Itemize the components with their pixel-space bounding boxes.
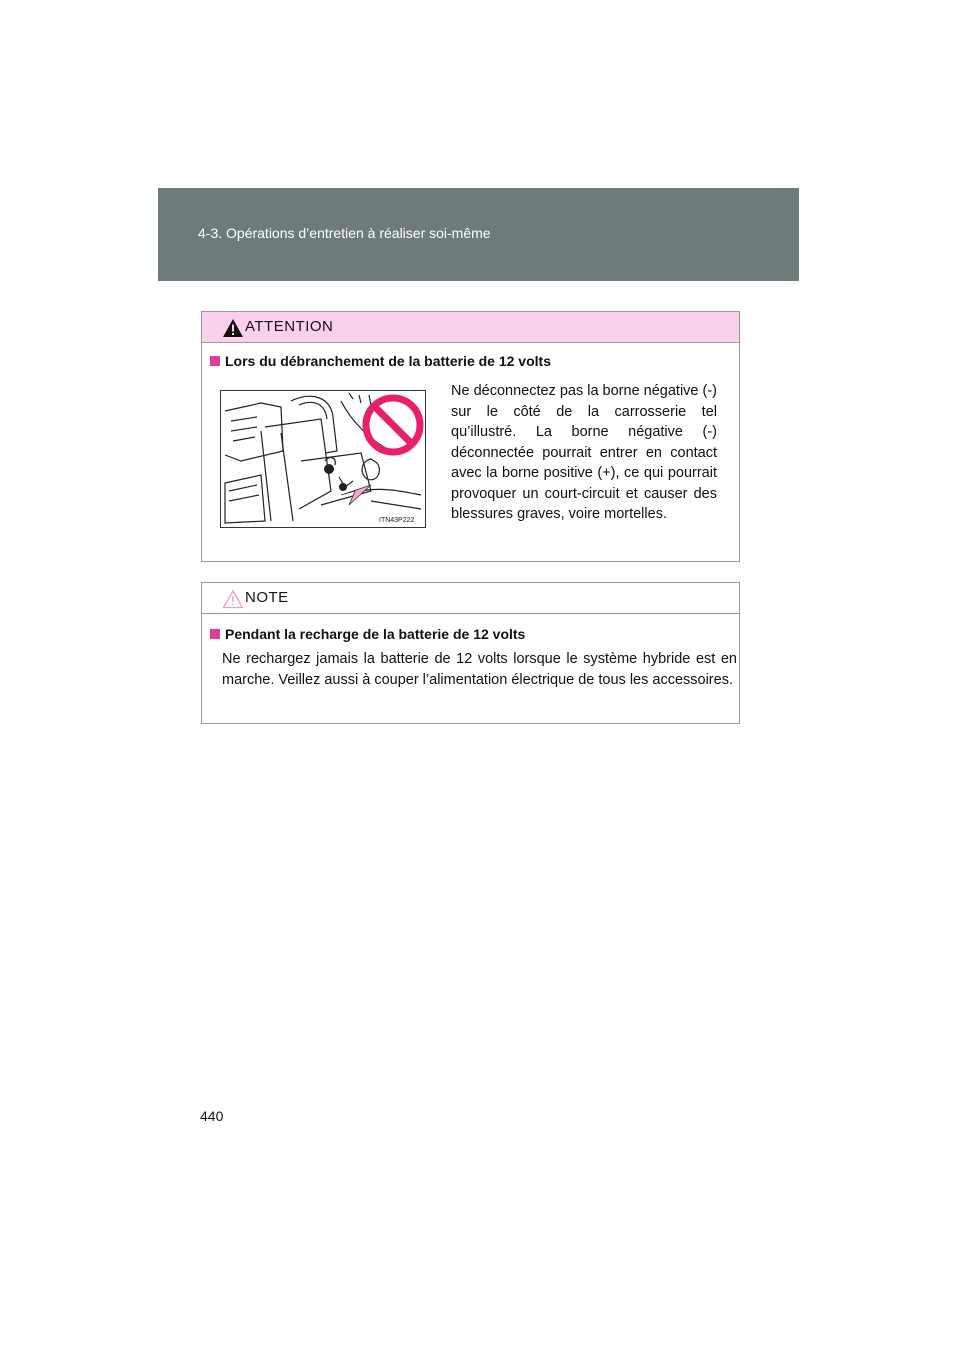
attention-box [201, 311, 740, 562]
note-header [202, 583, 739, 614]
illustration-code: ITN43P222 [379, 517, 415, 524]
note-subheading [210, 626, 525, 642]
square-bullet-icon [210, 629, 220, 639]
note-label: NOTE [245, 589, 289, 606]
caution-outline-icon [222, 589, 244, 609]
page-number: 440 [200, 1108, 224, 1124]
note-body: Ne rechargez jamais la batterie de 12 volts lorsque le système hybride est en marche. Veillez aussi à couper l’alimentation électrique de tous les accessoires. [222, 651, 737, 688]
attention-subheading-text: Lors du débranchement de la batterie de 12 volts [225, 353, 551, 369]
attention-label: ATTENTION [245, 318, 334, 335]
note-subheading-text: Pendant la recharge de la batterie de 12 volts [225, 626, 526, 642]
warning-icon [222, 318, 244, 338]
note-box [201, 582, 740, 724]
battery-terminal-illustration [221, 391, 425, 527]
attention-header [202, 312, 739, 343]
attention-body: Ne déconnectez pas la borne négative (-) sur le côté de la carrosserie tel qu’illustré. La borne négative (-) déconnectée pourrait entrer en contact avec la borne positive (+), ce qui pourrait provoquer un court-circuit et causer des blessures graves, voire mortelles. [451, 383, 717, 522]
square-bullet-icon [210, 356, 220, 366]
attention-subheading [210, 353, 551, 369]
section-header [158, 188, 799, 281]
battery-illustration [220, 390, 426, 528]
section-title: 4-3. Opérations d’entretien à réaliser soi-même [198, 225, 491, 241]
